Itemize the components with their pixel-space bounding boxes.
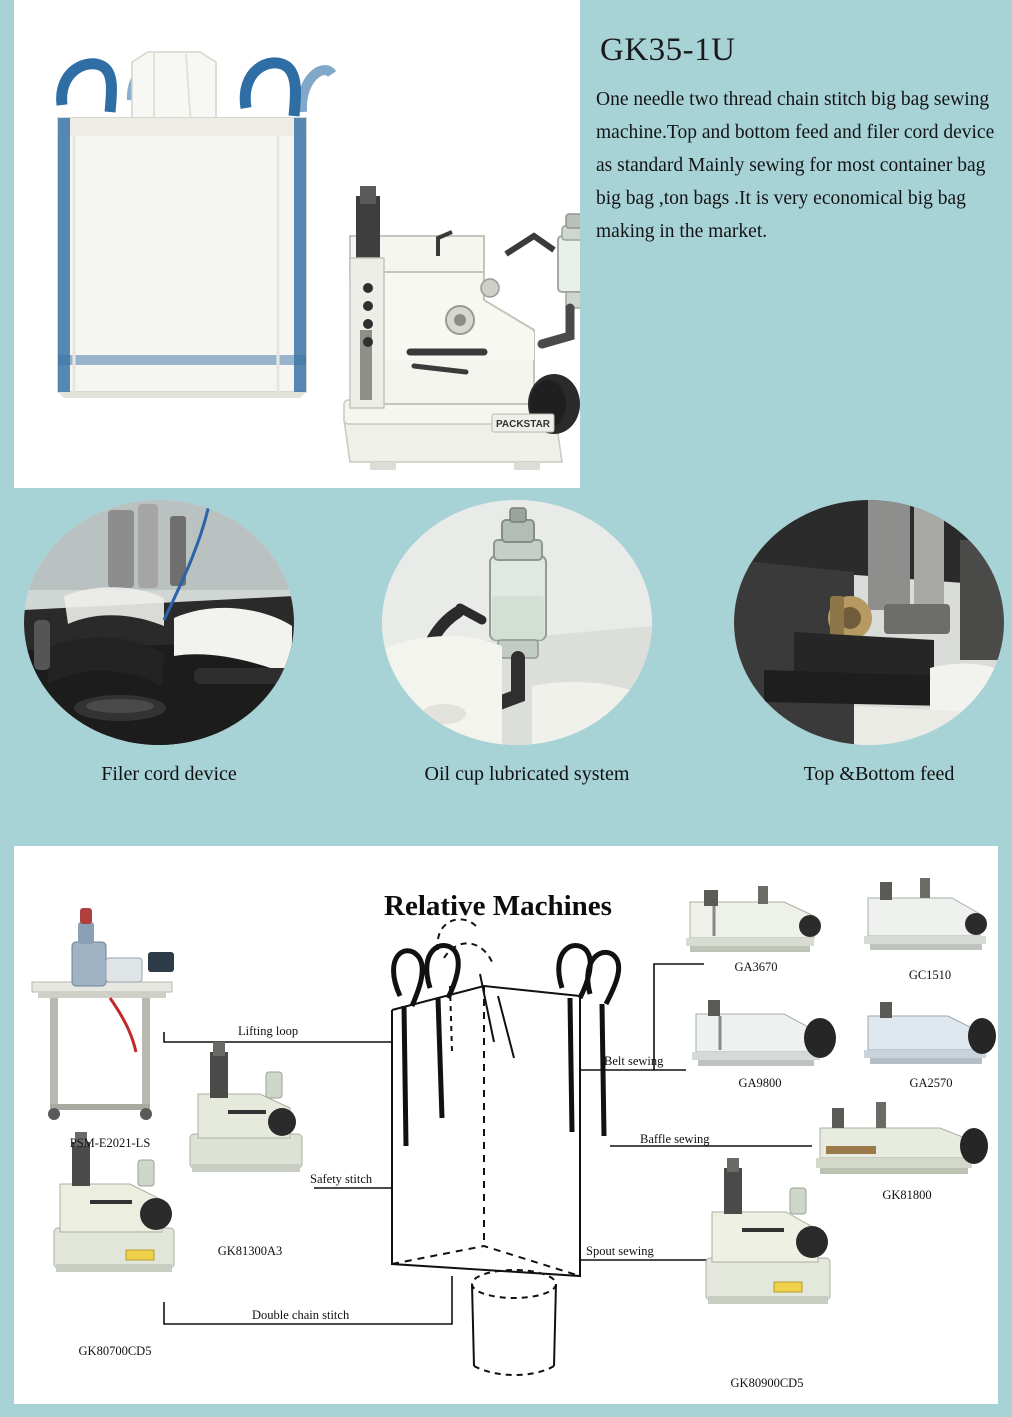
svg-text:PACKSTAR: PACKSTAR [495, 419, 551, 430]
machine-ga9800 [686, 1074, 834, 1091]
oil-cup-system-illustration [382, 500, 652, 745]
flow-label-lifting-loop: Lifting loop [238, 1024, 299, 1038]
feature-image-filer-cord-device [24, 500, 294, 745]
machine-ga2570 [860, 1074, 998, 1091]
machine-label: GA3670 [734, 960, 778, 974]
feature-top-bottom-feed [734, 500, 1012, 820]
gc1510-art [860, 874, 998, 958]
machine-label: GK81300A3 [217, 1244, 283, 1258]
top-bottom-feed-illustration [734, 500, 1004, 745]
machine-label: GA2570 [909, 1076, 953, 1090]
flow-label-safety-stitch: Safety stitch [310, 1172, 373, 1186]
page-title: GK35-1U [600, 32, 736, 68]
gk81300a3-art [190, 1042, 302, 1172]
relative-machines-diagram [14, 846, 998, 1404]
machine-gk81800 [814, 1186, 998, 1203]
machine-label: PSM-E2021-LS [69, 1136, 151, 1150]
feature-image-oil-cup-system [382, 500, 652, 745]
ga3670-art [680, 880, 826, 960]
feature-oil-cup-system [382, 500, 672, 820]
machine-gc1510 [860, 966, 998, 983]
machine-label: GA9800 [738, 1076, 782, 1090]
feature-filer-cord-device [24, 500, 314, 820]
flow-label-baffle-sewing: Baffle sewing [640, 1132, 710, 1146]
psm-e2021-ls-art [32, 908, 174, 1120]
machine-ga3670 [682, 958, 830, 975]
product-description: One needle two thread chain stitch big bag sewing machine.Top and bottom feed and filer cord device as standard Mainly sewing for most container bag big bag ,ton bags .It is very economical big bag making in the market. [596, 89, 995, 242]
relative-machines-title: Relative Machines [384, 890, 612, 922]
machine-label: GK80900CD5 [730, 1376, 804, 1390]
gk81800-art [812, 1096, 998, 1190]
hero-text-block [592, 18, 1010, 348]
top-section [0, 0, 1012, 492]
feature-caption: Filer cord device [101, 763, 237, 785]
hero-illustration [14, 0, 580, 488]
brand-plate [492, 414, 554, 432]
ga9800-art [686, 992, 836, 1078]
ga2570-art [860, 992, 998, 1078]
machine-gk80900cd5 [704, 1374, 830, 1391]
machine-gk80700cd5 [52, 1342, 178, 1359]
relative-machines-panel [14, 846, 998, 1404]
features-row [0, 492, 1012, 830]
flow-label-double-chain-stitch: Double chain stitch [252, 1308, 350, 1322]
machine-gk81300a3 [190, 1242, 310, 1259]
machine-psm-e2021-ls [40, 1134, 180, 1151]
machine-label: GK80700CD5 [78, 1344, 152, 1358]
feature-caption: Top &Bottom feed [803, 763, 955, 785]
machine-label: GK81800 [882, 1188, 932, 1202]
feature-caption: Oil cup lubricated system [424, 763, 630, 785]
feature-image-top-bottom-feed [734, 500, 1004, 745]
filer-cord-device-illustration [24, 500, 294, 745]
hero-product-photo [14, 0, 580, 488]
flow-label-spout-sewing: Spout sewing [586, 1244, 654, 1258]
gk80900cd5-art [706, 1158, 830, 1304]
big-bag-line-drawing [392, 919, 619, 1375]
machine-label: GC1510 [908, 968, 952, 982]
flow-label-belt-sewing: Belt sewing [604, 1054, 664, 1068]
gk80700cd5-art [54, 1132, 174, 1272]
